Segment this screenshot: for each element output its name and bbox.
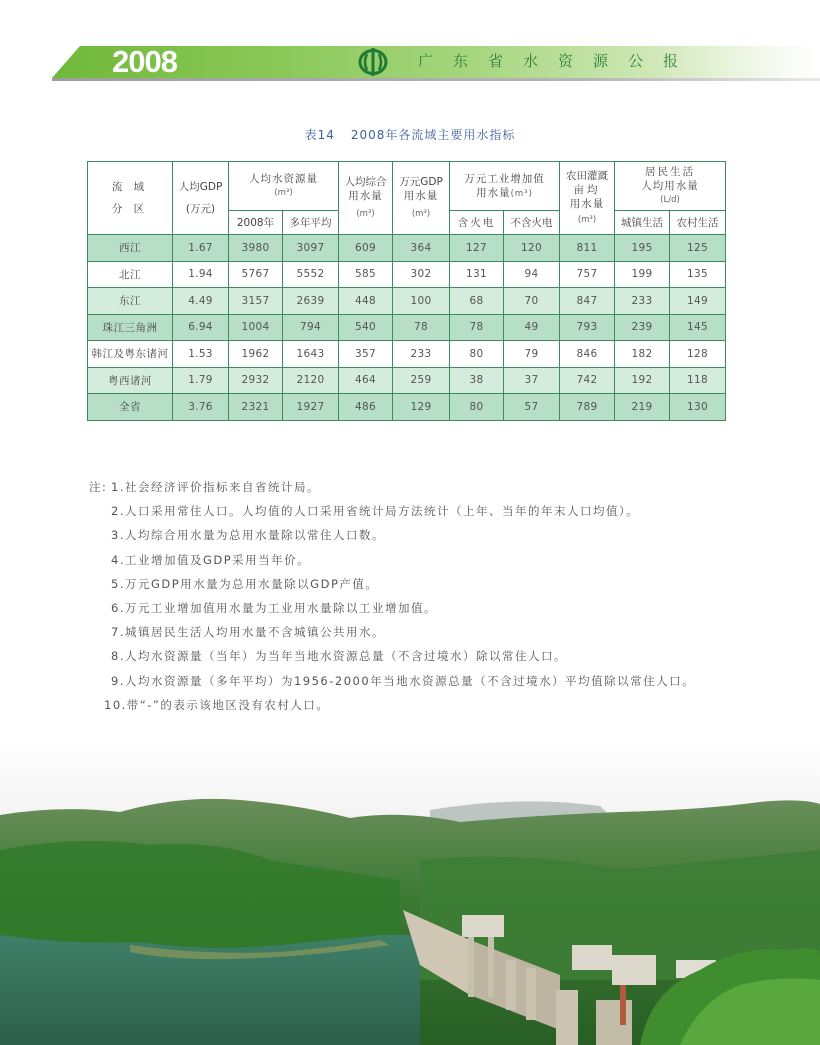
note-item: 10.带“-”的表示该地区没有农村人口。 bbox=[104, 697, 330, 712]
table-caption bbox=[0, 126, 820, 143]
cell-urban: 182 bbox=[615, 341, 670, 368]
note-item: 注: 1.社会经济评价指标来自省统计局。 bbox=[89, 480, 320, 494]
cell-region: 西江 bbox=[88, 235, 173, 262]
cell-region: 全省 bbox=[88, 394, 173, 421]
cell-gdp-use: 364 bbox=[393, 235, 450, 262]
cell-wr-avg: 1927 bbox=[283, 394, 339, 421]
table-row bbox=[88, 261, 726, 288]
header-ind-with-thermal: 含火电 bbox=[450, 211, 504, 235]
cell-urban: 195 bbox=[615, 235, 670, 262]
cell-ind-without: 70 bbox=[504, 288, 560, 315]
cell-region: 北江 bbox=[88, 261, 173, 288]
cell-gdp: 1.79 bbox=[173, 367, 229, 394]
cell-irrigation: 811 bbox=[560, 235, 615, 262]
table-row bbox=[88, 367, 726, 394]
cell-gdp: 6.94 bbox=[173, 314, 229, 341]
cell-ind-without: 57 bbox=[504, 394, 560, 421]
cell-ind-with: 68 bbox=[450, 288, 504, 315]
cell-rural: 128 bbox=[670, 341, 726, 368]
table-row bbox=[88, 394, 726, 421]
cell-region: 韩江及粤东诸河 bbox=[88, 341, 173, 368]
header-urban-domestic: 城镇生活 bbox=[615, 211, 670, 235]
cell-irrigation: 793 bbox=[560, 314, 615, 341]
header-region: 流 域 分 区 bbox=[88, 162, 173, 235]
cell-irrigation: 789 bbox=[560, 394, 615, 421]
cell-total-use: 486 bbox=[339, 394, 393, 421]
cell-rural: 149 bbox=[670, 288, 726, 315]
cell-gdp: 1.53 bbox=[173, 341, 229, 368]
cell-wr-avg: 2639 bbox=[283, 288, 339, 315]
header-ind-without-thermal: 不含火电 bbox=[504, 211, 560, 235]
header-gdp-per-capita: 人均GDP (万元) bbox=[173, 162, 229, 235]
cell-ind-with: 38 bbox=[450, 367, 504, 394]
cell-ind-with: 127 bbox=[450, 235, 504, 262]
cell-gdp-use: 233 bbox=[393, 341, 450, 368]
header-title: 广东省水资源公报 bbox=[418, 52, 699, 70]
cell-ind-with: 80 bbox=[450, 341, 504, 368]
cell-gdp: 3.76 bbox=[173, 394, 229, 421]
note-item: 8.人均水资源量（当年）为当年当地水资源总量（不含过境水）除以常住人口。 bbox=[111, 649, 567, 664]
header-total-water-use-per-capita: 人均综合 用水量 (m³) bbox=[339, 162, 393, 235]
header-industrial-water-use: 万元工业增加值 用水量(m³) bbox=[450, 162, 560, 211]
cell-ind-with: 80 bbox=[450, 394, 504, 421]
cell-ind-with: 131 bbox=[450, 261, 504, 288]
note-item: 2.人口采用常住人口。人均值的人口采用省统计局方法统计（上年、当年的年末人口均值）。 bbox=[111, 504, 640, 519]
cell-gdp-use: 129 bbox=[393, 394, 450, 421]
water-resources-emblem-icon bbox=[358, 47, 388, 77]
cell-wr-avg: 2120 bbox=[283, 367, 339, 394]
cell-total-use: 448 bbox=[339, 288, 393, 315]
header-domestic-water-use: 居民生活 人均用水量 (L/d) bbox=[615, 162, 726, 211]
cell-wr-avg: 3097 bbox=[283, 235, 339, 262]
cell-gdp-use: 78 bbox=[393, 314, 450, 341]
cell-gdp-use: 100 bbox=[393, 288, 450, 315]
cell-total-use: 540 bbox=[339, 314, 393, 341]
cell-irrigation: 742 bbox=[560, 367, 615, 394]
cell-wr-avg: 5552 bbox=[283, 261, 339, 288]
header-year: 2008 bbox=[112, 44, 177, 79]
notes-prefix: 注: bbox=[89, 480, 108, 494]
cell-ind-without: 79 bbox=[504, 341, 560, 368]
cell-rural: 118 bbox=[670, 367, 726, 394]
cell-irrigation: 757 bbox=[560, 261, 615, 288]
water-use-indicators-table bbox=[87, 161, 726, 421]
cell-wr-2008: 2321 bbox=[229, 394, 283, 421]
table-row bbox=[88, 235, 726, 262]
cell-wr-avg: 1643 bbox=[283, 341, 339, 368]
table-row bbox=[88, 288, 726, 315]
cell-wr-2008: 1004 bbox=[229, 314, 283, 341]
cell-urban: 199 bbox=[615, 261, 670, 288]
cell-urban: 219 bbox=[615, 394, 670, 421]
note-item: 7.城镇居民生活人均用水量不含城镇公共用水。 bbox=[111, 625, 385, 640]
table-row bbox=[88, 341, 726, 368]
table-title: 2008年各流域主要用水指标 bbox=[350, 128, 516, 142]
note-item: 4.工业增加值及GDP采用当年价。 bbox=[111, 552, 311, 567]
header-wr-avg: 多年平均 bbox=[283, 211, 339, 235]
cell-total-use: 464 bbox=[339, 367, 393, 394]
table-row bbox=[88, 314, 726, 341]
cell-gdp: 4.49 bbox=[173, 288, 229, 315]
reservoir-dam-photo bbox=[0, 740, 820, 1045]
header-water-resource-per-capita: 人均水资源量 (m³) bbox=[229, 162, 339, 211]
note-item: 6.万元工业增加值用水量为工业用水量除以工业增加值。 bbox=[111, 600, 437, 615]
cell-region: 珠江三角洲 bbox=[88, 314, 173, 341]
cell-rural: 130 bbox=[670, 394, 726, 421]
cell-rural: 125 bbox=[670, 235, 726, 262]
cell-region: 粤西诸河 bbox=[88, 367, 173, 394]
cell-wr-2008: 3157 bbox=[229, 288, 283, 315]
cell-irrigation: 846 bbox=[560, 341, 615, 368]
cell-total-use: 585 bbox=[339, 261, 393, 288]
cell-gdp: 1.67 bbox=[173, 235, 229, 262]
cell-gdp: 1.94 bbox=[173, 261, 229, 288]
cell-irrigation: 847 bbox=[560, 288, 615, 315]
cell-ind-without: 94 bbox=[504, 261, 560, 288]
cell-ind-without: 49 bbox=[504, 314, 560, 341]
cell-wr-2008: 1962 bbox=[229, 341, 283, 368]
cell-total-use: 609 bbox=[339, 235, 393, 262]
cell-rural: 145 bbox=[670, 314, 726, 341]
cell-wr-2008: 5767 bbox=[229, 261, 283, 288]
note-item: 9.人均水资源量（多年平均）为1956-2000年当地水资源总量（不含过境水）平均值除以常住人口。 bbox=[111, 673, 696, 688]
cell-ind-without: 37 bbox=[504, 367, 560, 394]
cell-gdp-use: 259 bbox=[393, 367, 450, 394]
cell-urban: 239 bbox=[615, 314, 670, 341]
header-wr-2008: 2008年 bbox=[229, 211, 283, 235]
note-item: 5.万元GDP用水量为总用水量除以GDP产值。 bbox=[111, 576, 379, 591]
header-water-use-per-10k-gdp: 万元GDP 用水量 (m³) bbox=[393, 162, 450, 235]
cell-urban: 233 bbox=[615, 288, 670, 315]
header-rural-domestic: 农村生活 bbox=[670, 211, 726, 235]
cell-gdp-use: 302 bbox=[393, 261, 450, 288]
cell-wr-2008: 3980 bbox=[229, 235, 283, 262]
cell-region: 东江 bbox=[88, 288, 173, 315]
cell-total-use: 357 bbox=[339, 341, 393, 368]
cell-wr-avg: 794 bbox=[283, 314, 339, 341]
cell-urban: 192 bbox=[615, 367, 670, 394]
notes-section bbox=[89, 478, 695, 720]
cell-ind-with: 78 bbox=[450, 314, 504, 341]
table-number: 表14 bbox=[304, 128, 335, 142]
cell-wr-2008: 2932 bbox=[229, 367, 283, 394]
cell-rural: 135 bbox=[670, 261, 726, 288]
note-item: 3.人均综合用水量为总用水量除以常住人口数。 bbox=[111, 528, 385, 543]
header-irrigation-water-use: 农田灌溉 亩均 用水量 (m³) bbox=[560, 162, 615, 235]
cell-ind-without: 120 bbox=[504, 235, 560, 262]
